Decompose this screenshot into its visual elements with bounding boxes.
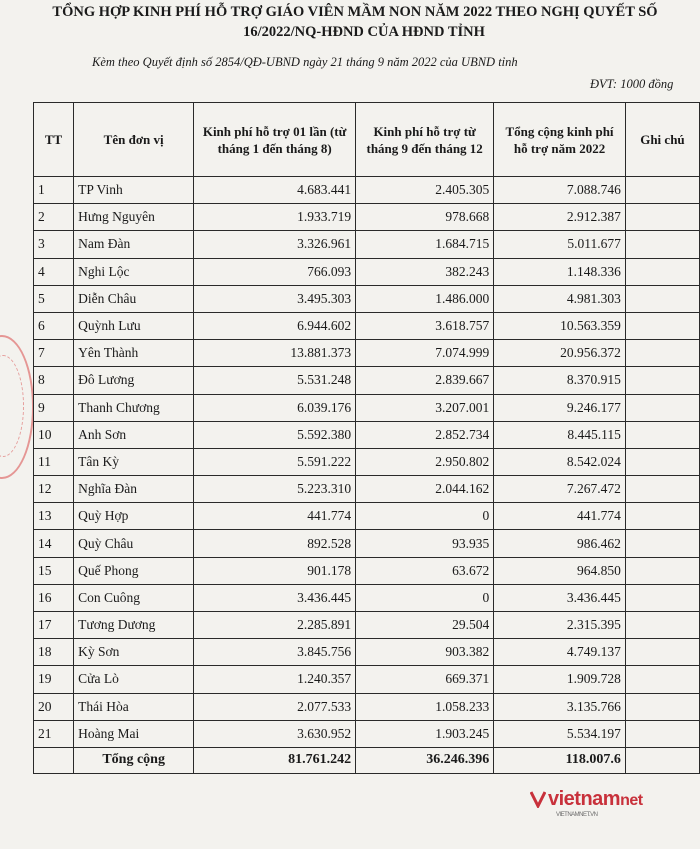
row-support-sep-dec: 2.839.667 — [356, 367, 494, 394]
row-tt: 19 — [34, 666, 74, 693]
row-support-jan-aug: 1.933.719 — [194, 204, 356, 231]
row-support-jan-aug: 1.240.357 — [194, 666, 356, 693]
header-unit-name: Tên đơn vị — [74, 103, 194, 177]
row-unit-name: Thanh Chương — [74, 394, 194, 421]
decision-reference: Kèm theo Quyết định số 2854/QĐ-UBND ngày 21 tháng 9 năm 2022 của UBND tỉnh — [92, 55, 518, 69]
header-total-2022: Tổng cộng kinh phí hỗ trợ năm 2022 — [494, 103, 626, 177]
row-total-2022: 986.462 — [494, 530, 626, 557]
table-row — [34, 448, 700, 475]
row-support-sep-dec: 2.950.802 — [356, 448, 494, 475]
table-row — [34, 476, 700, 503]
row-notes — [625, 285, 699, 312]
row-unit-name: Quỳ Hợp — [74, 503, 194, 530]
row-notes — [625, 340, 699, 367]
table-row — [34, 285, 700, 312]
row-support-jan-aug: 3.845.756 — [194, 639, 356, 666]
row-tt: 13 — [34, 503, 74, 530]
vietnamnet-logo-icon — [530, 790, 546, 808]
total-2022: 118.007.6 — [494, 747, 626, 773]
header-tt: TT — [34, 103, 74, 177]
row-support-jan-aug: 441.774 — [194, 503, 356, 530]
row-notes — [625, 503, 699, 530]
table-row — [34, 312, 700, 339]
row-total-2022: 7.267.472 — [494, 476, 626, 503]
row-tt: 17 — [34, 612, 74, 639]
table-row — [34, 394, 700, 421]
row-notes — [625, 177, 699, 204]
row-total-2022: 3.436.445 — [494, 584, 626, 611]
row-total-2022: 8.445.115 — [494, 421, 626, 448]
row-tt: 1 — [34, 177, 74, 204]
row-total-2022: 20.956.372 — [494, 340, 626, 367]
row-support-sep-dec: 669.371 — [356, 666, 494, 693]
row-total-2022: 10.563.359 — [494, 312, 626, 339]
row-notes — [625, 312, 699, 339]
row-tt: 4 — [34, 258, 74, 285]
row-support-sep-dec: 2.405.305 — [356, 177, 494, 204]
table-row — [34, 666, 700, 693]
table-row — [34, 177, 700, 204]
row-unit-name: Anh Sơn — [74, 421, 194, 448]
watermark-brand: vietnam — [548, 788, 621, 810]
row-unit-name: Quỳ Châu — [74, 530, 194, 557]
row-notes — [625, 530, 699, 557]
table-row — [34, 421, 700, 448]
row-support-sep-dec: 1.486.000 — [356, 285, 494, 312]
row-support-jan-aug: 13.881.373 — [194, 340, 356, 367]
row-support-sep-dec: 2.852.734 — [356, 421, 494, 448]
table-row — [34, 693, 700, 720]
row-support-jan-aug: 3.326.961 — [194, 231, 356, 258]
row-support-jan-aug: 5.592.380 — [194, 421, 356, 448]
row-support-sep-dec: 0 — [356, 584, 494, 611]
row-support-jan-aug: 3.630.952 — [194, 720, 356, 747]
row-support-sep-dec: 3.207.001 — [356, 394, 494, 421]
row-total-2022: 1.909.728 — [494, 666, 626, 693]
row-notes — [625, 612, 699, 639]
row-total-2022: 7.088.746 — [494, 177, 626, 204]
table-row — [34, 612, 700, 639]
row-support-sep-dec: 3.618.757 — [356, 312, 494, 339]
row-unit-name: Cửa Lò — [74, 666, 194, 693]
row-notes — [625, 231, 699, 258]
row-support-jan-aug: 6.944.602 — [194, 312, 356, 339]
row-support-jan-aug: 5.591.222 — [194, 448, 356, 475]
row-support-sep-dec: 7.074.999 — [356, 340, 494, 367]
row-unit-name: Hoàng Mai — [74, 720, 194, 747]
row-support-sep-dec: 63.672 — [356, 557, 494, 584]
row-support-sep-dec: 1.684.715 — [356, 231, 494, 258]
row-support-sep-dec: 978.668 — [356, 204, 494, 231]
row-unit-name: Kỳ Sơn — [74, 639, 194, 666]
row-support-sep-dec: 1.058.233 — [356, 693, 494, 720]
row-tt: 11 — [34, 448, 74, 475]
row-notes — [625, 421, 699, 448]
row-total-2022: 3.135.766 — [494, 693, 626, 720]
row-support-sep-dec: 903.382 — [356, 639, 494, 666]
table-row — [34, 204, 700, 231]
row-unit-name: Quế Phong — [74, 557, 194, 584]
table-row — [34, 340, 700, 367]
row-total-2022: 964.850 — [494, 557, 626, 584]
row-tt: 2 — [34, 204, 74, 231]
row-tt: 8 — [34, 367, 74, 394]
row-total-2022: 5.011.677 — [494, 231, 626, 258]
table-row — [34, 503, 700, 530]
row-total-2022: 4.749.137 — [494, 639, 626, 666]
row-total-2022: 5.534.197 — [494, 720, 626, 747]
row-unit-name: Yên Thành — [74, 340, 194, 367]
total-notes-cell — [625, 747, 699, 773]
unit-label: ĐVT: 1000 đồng — [590, 77, 674, 91]
row-unit-name: TP Vinh — [74, 177, 194, 204]
title-line-1: TỔNG HỢP KINH PHÍ HỖ TRỢ GIÁO VIÊN MẦM NON NĂM 2022 THEO NGHỊ QUYẾT SỐ — [52, 4, 658, 20]
table-row — [34, 720, 700, 747]
header-support-jan-aug: Kinh phí hỗ trợ 01 lần (từ tháng 1 đến tháng 8) — [194, 103, 356, 177]
row-total-2022: 2.912.387 — [494, 204, 626, 231]
watermark-domain: VIETNAMNET.VN — [556, 812, 598, 818]
row-tt: 7 — [34, 340, 74, 367]
table-row — [34, 584, 700, 611]
row-support-jan-aug: 2.285.891 — [194, 612, 356, 639]
row-tt: 14 — [34, 530, 74, 557]
row-tt: 21 — [34, 720, 74, 747]
document-title — [0, 2, 700, 42]
row-tt: 12 — [34, 476, 74, 503]
row-total-2022: 9.246.177 — [494, 394, 626, 421]
total-row — [34, 747, 700, 773]
row-notes — [625, 693, 699, 720]
row-total-2022: 2.315.395 — [494, 612, 626, 639]
row-unit-name: Diễn Châu — [74, 285, 194, 312]
header-notes: Ghi chú — [625, 103, 699, 177]
row-support-sep-dec: 1.903.245 — [356, 720, 494, 747]
row-tt: 18 — [34, 639, 74, 666]
header-support-sep-dec: Kinh phí hỗ trợ từ tháng 9 đến tháng 12 — [356, 103, 494, 177]
total-label: Tổng cộng — [74, 747, 194, 773]
row-support-sep-dec: 0 — [356, 503, 494, 530]
row-notes — [625, 476, 699, 503]
row-unit-name: Hưng Nguyên — [74, 204, 194, 231]
row-support-sep-dec: 2.044.162 — [356, 476, 494, 503]
table-row — [34, 557, 700, 584]
row-notes — [625, 258, 699, 285]
row-tt: 3 — [34, 231, 74, 258]
row-notes — [625, 639, 699, 666]
row-unit-name: Con Cuông — [74, 584, 194, 611]
row-notes — [625, 367, 699, 394]
table-row — [34, 530, 700, 557]
row-tt: 10 — [34, 421, 74, 448]
row-total-2022: 8.542.024 — [494, 448, 626, 475]
row-total-2022: 4.981.303 — [494, 285, 626, 312]
row-unit-name: Tân Kỳ — [74, 448, 194, 475]
table-header-row — [34, 103, 700, 177]
row-support-jan-aug: 5.531.248 — [194, 367, 356, 394]
vietnamnet-watermark — [530, 788, 690, 818]
funding-table — [33, 102, 700, 774]
row-unit-name: Nghi Lộc — [74, 258, 194, 285]
row-support-sep-dec: 382.243 — [356, 258, 494, 285]
row-tt: 5 — [34, 285, 74, 312]
row-tt: 9 — [34, 394, 74, 421]
total-jan-aug: 81.761.242 — [194, 747, 356, 773]
table-row — [34, 639, 700, 666]
row-unit-name: Nghĩa Đàn — [74, 476, 194, 503]
row-support-jan-aug: 2.077.533 — [194, 693, 356, 720]
table-row — [34, 231, 700, 258]
row-support-jan-aug: 3.495.303 — [194, 285, 356, 312]
row-unit-name: Quỳnh Lưu — [74, 312, 194, 339]
row-unit-name: Tương Dương — [74, 612, 194, 639]
row-support-jan-aug: 4.683.441 — [194, 177, 356, 204]
watermark-brand-suffix: net — [620, 792, 643, 809]
row-notes — [625, 557, 699, 584]
table-row — [34, 258, 700, 285]
row-notes — [625, 584, 699, 611]
row-total-2022: 1.148.336 — [494, 258, 626, 285]
row-notes — [625, 204, 699, 231]
row-notes — [625, 666, 699, 693]
row-tt: 16 — [34, 584, 74, 611]
row-tt: 20 — [34, 693, 74, 720]
row-notes — [625, 394, 699, 421]
row-unit-name: Thái Hòa — [74, 693, 194, 720]
row-tt: 15 — [34, 557, 74, 584]
row-support-sep-dec: 29.504 — [356, 612, 494, 639]
total-tt-cell — [34, 747, 74, 773]
table-row — [34, 367, 700, 394]
row-total-2022: 8.370.915 — [494, 367, 626, 394]
row-support-jan-aug: 6.039.176 — [194, 394, 356, 421]
row-unit-name: Đô Lương — [74, 367, 194, 394]
row-tt: 6 — [34, 312, 74, 339]
total-sep-dec: 36.246.396 — [356, 747, 494, 773]
row-support-jan-aug: 3.436.445 — [194, 584, 356, 611]
row-unit-name: Nam Đàn — [74, 231, 194, 258]
row-total-2022: 441.774 — [494, 503, 626, 530]
row-notes — [625, 720, 699, 747]
row-support-jan-aug: 766.093 — [194, 258, 356, 285]
row-support-jan-aug: 5.223.310 — [194, 476, 356, 503]
title-line-2: 16/2022/NQ-HĐND CỦA HĐND TỈNH — [243, 24, 485, 40]
row-support-sep-dec: 93.935 — [356, 530, 494, 557]
row-notes — [625, 448, 699, 475]
row-support-jan-aug: 892.528 — [194, 530, 356, 557]
row-support-jan-aug: 901.178 — [194, 557, 356, 584]
